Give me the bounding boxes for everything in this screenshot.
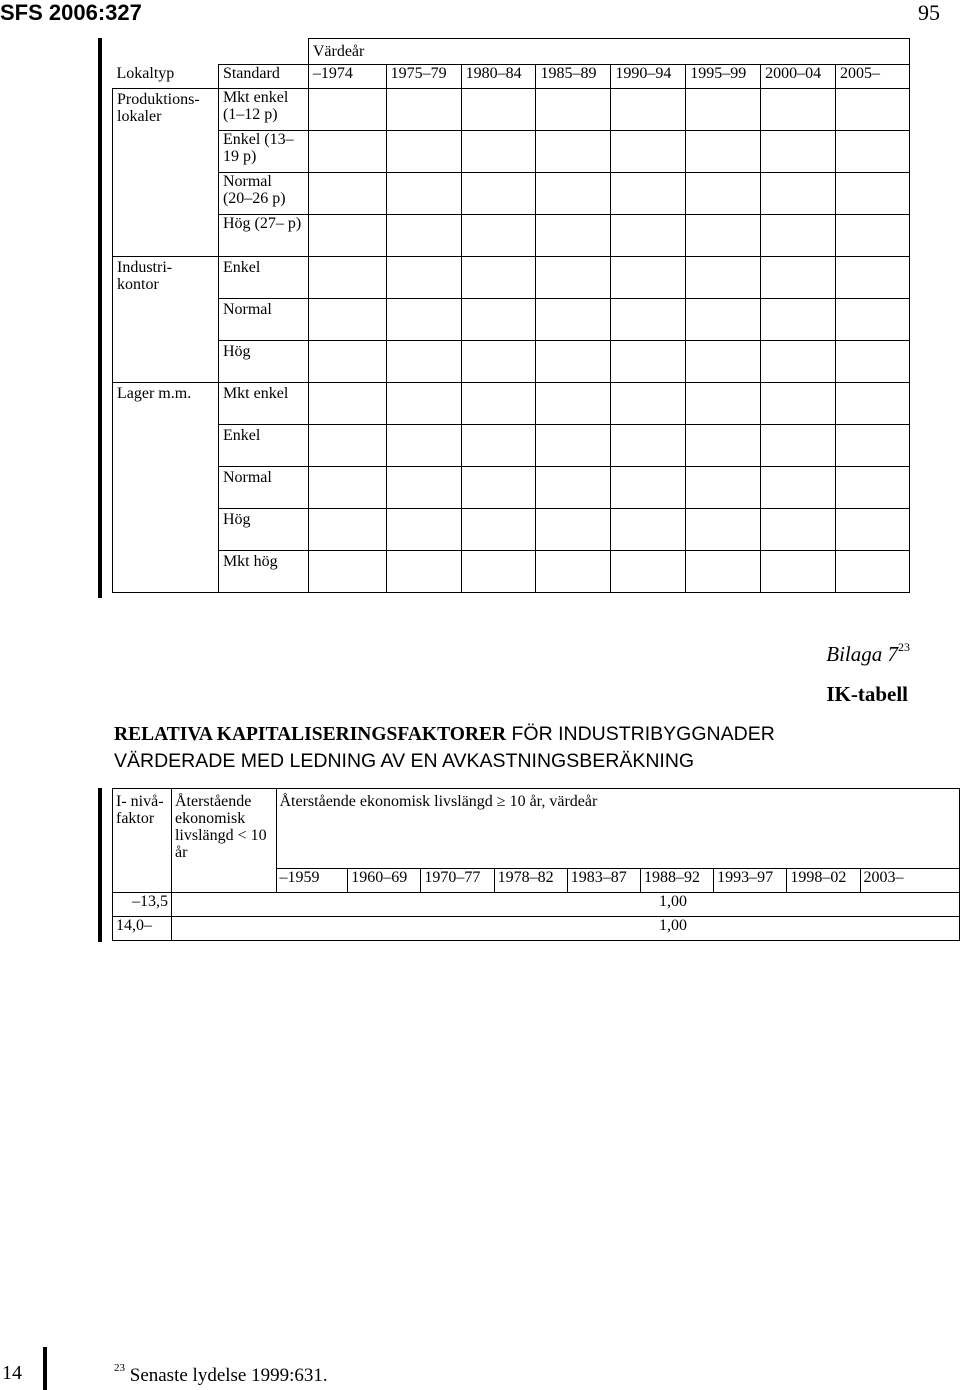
vardear-table	[112, 38, 910, 593]
value-cell: 1,00	[171, 893, 959, 917]
year-col: 1998–02	[787, 869, 860, 893]
year-col: 1985–89	[536, 65, 611, 89]
year-col: 1975–79	[386, 65, 461, 89]
faktor-cell: –13,5	[113, 893, 172, 917]
footnote-text: Senaste lydelse 1999:631.	[129, 1365, 328, 1386]
year-col: 2005–	[836, 65, 910, 89]
standard-cell: Hög	[218, 509, 308, 551]
table-row	[113, 893, 960, 917]
col-under-10: Återstående ekonomisk livslängd < 10 år	[171, 789, 276, 893]
vardear-label: Värdeår	[308, 39, 909, 65]
ik-tabell-label: IK-tabell	[826, 682, 908, 706]
year-col: 2000–04	[761, 65, 836, 89]
lokaltyp-cell: Industri- kontor	[113, 257, 219, 383]
table-row	[113, 215, 910, 257]
standard-cell: Enkel (13–19 p)	[218, 131, 308, 173]
table-row	[113, 299, 910, 341]
standard-cell: Mkt enkel (1–12 p)	[218, 89, 308, 131]
title-bold: RELATIVA KAPITALISERINGSFAKTORER	[114, 724, 507, 745]
standard-cell: Hög (27– p)	[218, 215, 308, 257]
table-row	[113, 173, 910, 215]
table-row	[113, 551, 910, 593]
col-lokaltyp: Lokaltyp	[113, 65, 219, 89]
change-bar-1	[98, 38, 102, 598]
standard-cell: Enkel	[218, 257, 308, 299]
value-cell: 1,00	[171, 917, 959, 941]
table-row	[113, 383, 910, 425]
table-row	[113, 131, 910, 173]
ik-table	[112, 788, 960, 941]
year-col: 1995–99	[686, 65, 761, 89]
table-row	[113, 917, 960, 941]
col-standard: Standard	[218, 65, 308, 89]
year-col: 1980–84	[461, 65, 536, 89]
year-col: 1993–97	[714, 869, 787, 893]
table-row	[113, 341, 910, 383]
footnote	[114, 1362, 328, 1387]
standard-cell: Normal	[218, 467, 308, 509]
year-col: 1988–92	[640, 869, 713, 893]
faktor-cell: 14,0–	[113, 917, 172, 941]
col-faktor: I- nivå- faktor	[113, 789, 172, 893]
table-row	[113, 509, 910, 551]
bilaga-footnote-ref: 23	[898, 640, 910, 654]
table-row	[113, 425, 910, 467]
col-over-10: Återstående ekonomisk livslängd ≥ 10 år, värdeår	[276, 789, 960, 869]
standard-cell: Mkt hög	[218, 551, 308, 593]
table-row	[113, 257, 910, 299]
sfs-number: SFS 2006:327	[0, 0, 142, 25]
year-col: 1970–77	[421, 869, 494, 893]
standard-cell: Normal (20–26 p)	[218, 173, 308, 215]
header-row	[113, 789, 960, 869]
year-col: 1978–82	[494, 869, 567, 893]
change-bar-2	[98, 788, 102, 942]
header-row	[113, 65, 910, 89]
page-number-top: 95	[918, 0, 940, 25]
footnote-number: 23	[114, 1362, 125, 1374]
title-rest: FÖR INDUSTRIBYGGNADER	[506, 723, 775, 745]
year-col: 1990–94	[611, 65, 686, 89]
bilaga-label: Bilaga $7^{23}$	[826, 640, 910, 666]
footer-bar	[43, 1347, 47, 1390]
page-number-bottom: 14	[2, 1362, 22, 1384]
section-title	[114, 721, 775, 775]
year-col: 1983–87	[567, 869, 640, 893]
year-col: 2003–	[860, 869, 959, 893]
standard-cell: Normal	[218, 299, 308, 341]
standard-cell: Hög	[218, 341, 308, 383]
standard-cell: Enkel	[218, 425, 308, 467]
table-row	[113, 467, 910, 509]
year-col: –1959	[276, 869, 348, 893]
title-line2: VÄRDERADE MED LEDNING AV EN AVKASTNINGSBERÄKNING	[114, 750, 695, 772]
lokaltyp-cell: Produktions- lokaler	[113, 89, 219, 257]
year-col: 1960–69	[348, 869, 421, 893]
year-col: –1974	[308, 65, 386, 89]
lokaltyp-cell: Lager m.m.	[113, 383, 219, 593]
standard-cell: Mkt enkel	[218, 383, 308, 425]
table-row	[113, 89, 910, 131]
